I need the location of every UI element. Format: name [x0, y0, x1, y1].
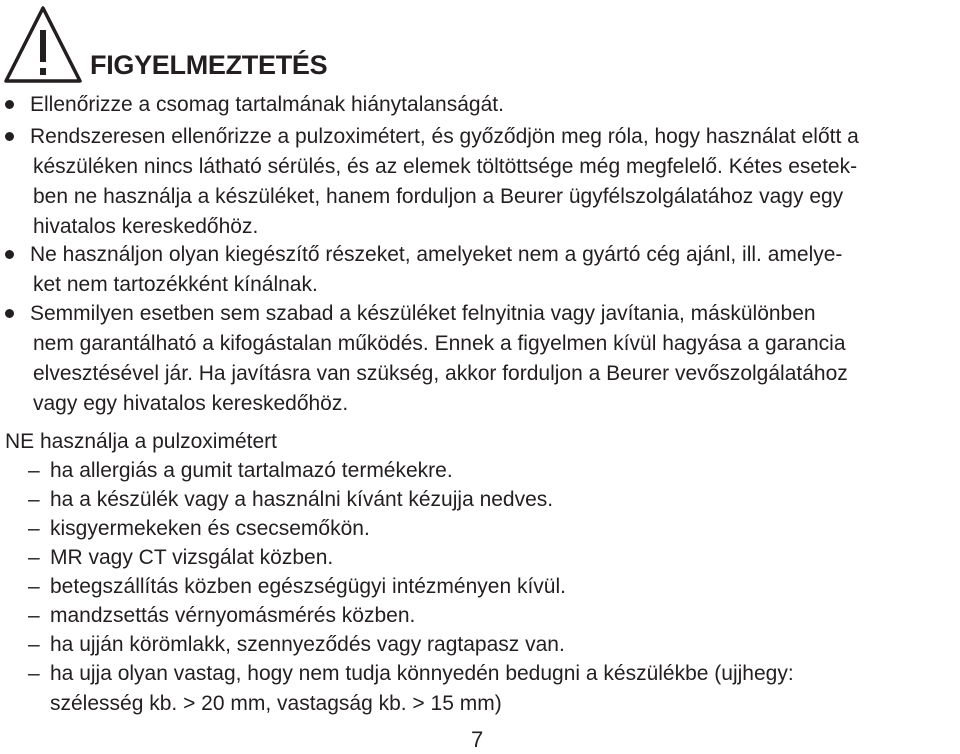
warning-heading: FIGYELMEZTETÉS [90, 50, 328, 80]
bullet-dot [5, 309, 14, 318]
bullet-dot [5, 100, 14, 109]
dash-marker: – [28, 662, 40, 685]
dash-marker: – [28, 546, 40, 569]
list-item: Ne használjon olyan kiegészítő részeket, amelyeket nem a gyártó cég ajánl, ill. amelye- [30, 243, 843, 266]
dash-marker: – [28, 488, 40, 511]
bullet-dot [5, 132, 14, 141]
dash-marker: – [28, 459, 40, 482]
dash-marker: – [28, 517, 40, 540]
list-item: Ellenőrizze a csomag tartalmának hiánytalanságát. [30, 93, 504, 116]
ne-intro-text: NE használja a pulzoximétert [5, 430, 277, 453]
page-number: 7 [471, 727, 484, 752]
warning-triangle-icon [3, 4, 83, 84]
dash-marker: – [28, 604, 40, 627]
list-item-continuation: vagy egy hivatalos kereskedőhöz. [33, 392, 349, 415]
bullet-dot [5, 250, 14, 259]
list-item: MR vagy CT vizsgálat közben. [50, 546, 334, 569]
list-item: ha a készülék vagy a használni kívánt kézujja nedves. [50, 488, 554, 511]
list-item: ha ujján körömlakk, szennyeződés vagy ragtapasz van. [50, 633, 565, 656]
list-item-continuation: nem garantálható a kifogástalan működés. Ennek a figyelmen kívül hagyása a garancia [33, 332, 846, 355]
dash-marker: – [28, 575, 40, 598]
list-item-continuation: szélesség kb. > 20 mm, vastagság kb. > 15 mm) [50, 692, 502, 715]
list-item: ha allergiás a gumit tartalmazó termékekre. [50, 459, 453, 482]
list-item: betegszállítás közben egészségügyi intézményen kívül. [50, 575, 566, 598]
list-item: Semmilyen esetben sem szabad a készüléket felnyitnia vagy javítania, máskülönben [30, 302, 816, 325]
list-item-continuation: elvesztésével jár. Ha javításra van szükség, akkor forduljon a Beurer vevőszolgálatához [33, 362, 848, 385]
list-item: kisgyermekeken és csecsemőkön. [50, 517, 370, 540]
list-item: ha ujja olyan vastag, hogy nem tudja könnyedén bedugni a készülékbe (ujjhegy: [50, 662, 794, 685]
list-item-continuation: hivatalos kereskedőhöz. [33, 215, 259, 238]
dash-marker: – [28, 633, 40, 656]
list-item: Rendszeresen ellenőrizze a pulzoximétert, és győződjön meg róla, hogy használat előtt a [30, 125, 859, 148]
list-item: mandzsettás vérnyomásmérés közben. [50, 604, 416, 627]
list-item-continuation: ben ne használja a készüléket, hanem forduljon a Beurer ügyfélszolgálatához vagy egy [33, 185, 844, 208]
list-item-continuation: készüléken nincs látható sérülés, és az elemek töltöttsége még megfelelő. Kétes esetek- [33, 155, 858, 178]
list-item-continuation: ket nem tartozékként kínálnak. [33, 273, 318, 296]
